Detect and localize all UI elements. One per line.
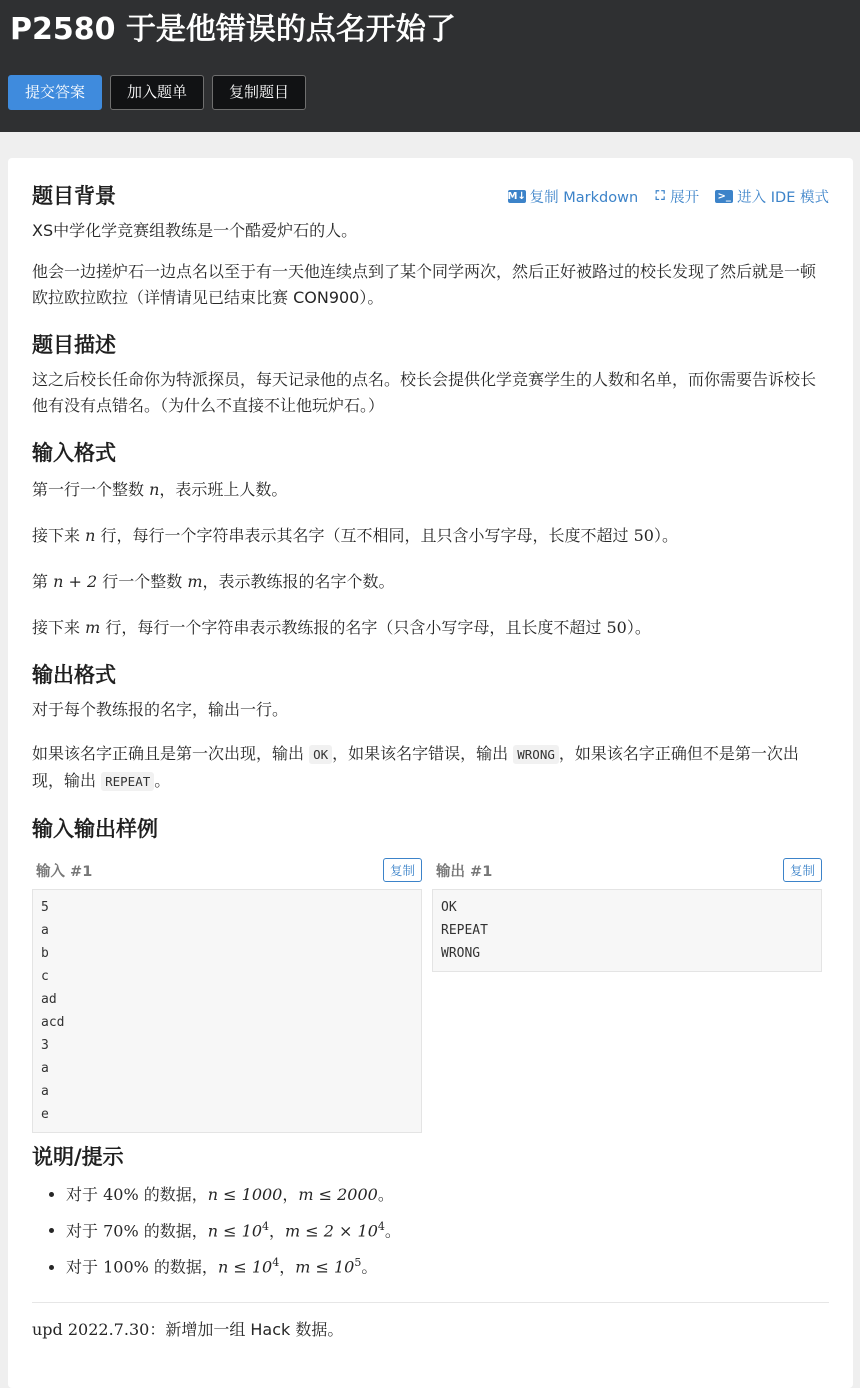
description-text: 这之后校长任命你为特派探员，每天记录他的点名。校长会提供化学竞赛学生的人数和名单，而你需要告诉校长他有没有点错名。（为什么不直接不让他玩炉石。）	[32, 370, 817, 415]
sample-output-content: OK REPEAT WRONG	[432, 889, 822, 972]
copy-markdown-label: 复制 Markdown	[529, 189, 639, 206]
sample-input-content: 5 a b c ad acd 3 a a e	[32, 889, 422, 1133]
text: 的数据，	[138, 1185, 208, 1204]
math-n-bound: n ≤ 10	[207, 1221, 262, 1241]
math-n-bound: n ≤ 10	[217, 1257, 273, 1277]
background-text-1: XS中学化学竞赛组教练是一个酷爱炉石的人。	[32, 221, 358, 240]
math-m-bound: m ≤ 2000	[298, 1185, 378, 1204]
code-ok: OK	[309, 745, 332, 764]
math-n: n	[149, 480, 160, 499]
ide-mode-label: 进入 IDE 模式	[737, 189, 829, 206]
sample-output-label-row	[432, 857, 822, 883]
output-text-2	[32, 741, 829, 795]
text: ）。	[653, 526, 678, 545]
text: 对于	[66, 1221, 104, 1241]
samples-heading: 输入输出样例	[32, 817, 158, 841]
math-m: m	[187, 572, 203, 591]
text: ，表示教练报的名字个数。	[202, 572, 395, 591]
text: ，	[282, 1185, 299, 1204]
code-wrong: WRONG	[513, 745, 559, 764]
math-expression: n + 2	[53, 572, 98, 591]
text: 第一行一个整数	[32, 480, 150, 499]
text: ，	[269, 1221, 286, 1241]
code-repeat: REPEAT	[101, 772, 154, 791]
copy-problem-button[interactable]: 复制题目	[212, 75, 306, 110]
ide-mode-link[interactable]	[715, 186, 829, 207]
math-m-bound: m ≤ 2 × 10	[285, 1221, 378, 1241]
sample-output	[432, 857, 822, 1133]
hint-heading: 说明/提示	[32, 1145, 124, 1169]
description-heading: 题目描述	[32, 333, 116, 357]
math-percent: 40%	[103, 1185, 139, 1204]
text: 。	[361, 1257, 378, 1277]
problem-card	[8, 158, 853, 1388]
text: ，如果该名字错误，输出	[332, 744, 514, 763]
terminal-icon: >_	[715, 190, 733, 203]
text: 对于	[66, 1257, 104, 1277]
samples	[32, 857, 829, 1133]
update-note	[32, 1317, 829, 1343]
input-format-heading: 输入格式	[32, 441, 116, 465]
expand-label: 展开	[670, 189, 700, 206]
text: 第	[32, 572, 54, 591]
text: ）。	[626, 618, 651, 637]
list-item	[66, 1179, 829, 1211]
output-text-1: 对于每个教练报的名字，输出一行。	[32, 700, 289, 719]
text: 如果该名字正确且是第一次出现，输出	[32, 744, 310, 763]
input-line-2	[32, 523, 829, 549]
hint-list	[32, 1179, 829, 1284]
text: 。	[154, 771, 171, 790]
sample-output-label: 输出 #1	[436, 863, 493, 880]
markdown-icon: M↓	[507, 190, 526, 202]
sample-input-label: 输入 #1	[36, 863, 93, 880]
exponent: 5	[354, 1256, 362, 1270]
input-line-3	[32, 569, 829, 595]
text: ，表示班上人数。	[159, 480, 288, 499]
list-item	[66, 1211, 829, 1247]
math-percent: 100%	[103, 1257, 149, 1277]
text: 行一个整数	[97, 572, 188, 591]
text: 行，每行一个字符串表示教练报的名字（只含小写字母，且长度不超过	[100, 618, 607, 637]
math-n-bound: n ≤ 1000	[207, 1185, 283, 1204]
math-m-bound: m ≤ 10	[295, 1257, 355, 1277]
text: 。	[384, 1221, 401, 1241]
text: ，如果该名字正确但不是第一次出现，输出	[32, 744, 799, 790]
text: 的数据，	[148, 1257, 218, 1277]
update-date: upd 2022.7.30	[32, 1319, 150, 1339]
text: 对于	[66, 1185, 104, 1204]
text: 行，每行一个字符串表示其名字（互不相同，且只含小写字母，长度不超过	[95, 526, 634, 545]
problem-header	[0, 0, 860, 132]
divider	[32, 1302, 829, 1303]
math-n: n	[85, 526, 96, 545]
copy-input-button[interactable]: 复制	[383, 858, 422, 882]
math-number: 50	[633, 526, 654, 545]
input-line-4	[32, 615, 829, 641]
problem-title: P2580 于是他错误的点名开始了	[10, 12, 456, 47]
exponent: 4	[262, 1220, 269, 1233]
expand-link[interactable]	[654, 186, 699, 207]
input-line-1	[32, 477, 829, 503]
text: 的数据，	[138, 1221, 208, 1241]
toolbar	[508, 186, 829, 207]
text: 接下来	[32, 526, 86, 545]
submit-answer-button[interactable]: 提交答案	[8, 75, 102, 110]
add-to-list-button[interactable]: 加入题单	[110, 75, 204, 110]
exponent: 4	[377, 1220, 385, 1233]
sample-input-label-row	[32, 857, 422, 883]
math-percent: 70%	[103, 1221, 139, 1241]
math-number: 50	[606, 618, 627, 637]
copy-output-button[interactable]: 复制	[783, 858, 822, 882]
action-buttons	[8, 75, 852, 110]
expand-icon: ⛶	[655, 188, 665, 204]
update-text: ：新增加一组 Hack 数据。	[149, 1319, 344, 1339]
text: 接下来	[32, 618, 86, 637]
text: 。	[377, 1185, 394, 1204]
copy-markdown-link[interactable]	[508, 186, 639, 207]
output-format-heading: 输出格式	[32, 663, 116, 687]
background-text-2: 他会一边搓炉石一边点名以至于有一天他连续点到了某个同学两次，然后正好被路过的校长发现了然后就是一顿欧拉欧拉欧拉（详情请见已结束比赛 CON900）。	[32, 262, 817, 307]
text: ，	[279, 1257, 296, 1277]
background-heading: 题目背景	[32, 184, 116, 208]
sample-input	[32, 857, 422, 1133]
math-m: m	[85, 618, 101, 637]
list-item	[66, 1247, 829, 1283]
exponent: 4	[272, 1256, 280, 1270]
background-header	[32, 180, 829, 212]
